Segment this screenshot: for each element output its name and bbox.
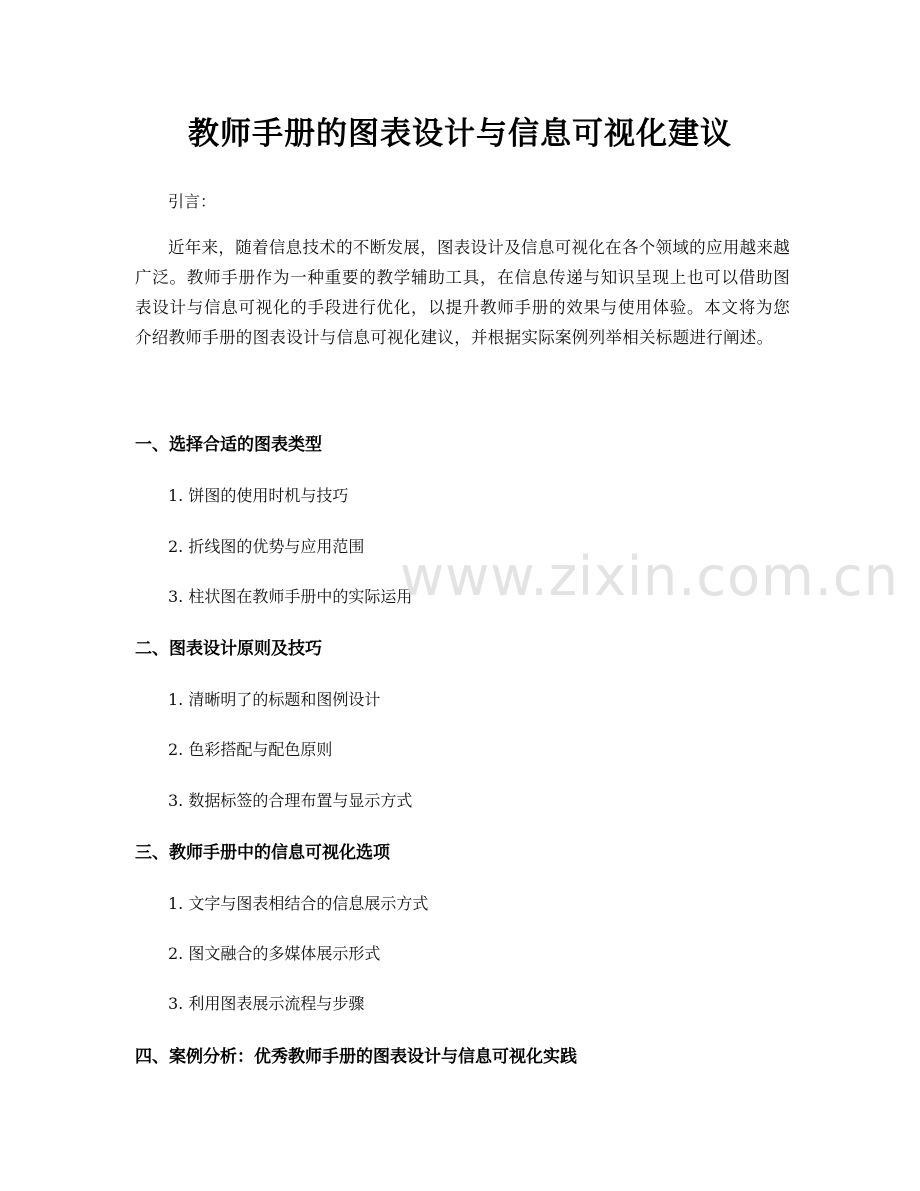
watermark-text: www.zixin.com.cn bbox=[400, 545, 899, 608]
section-1-item-3: 3. 柱状图在教师手册中的实际运用 bbox=[168, 587, 413, 606]
section-2-item-1: 1. 清晰明了的标题和图例设计 bbox=[168, 690, 381, 709]
section-heading-2: 二、图表设计原则及技巧 bbox=[135, 639, 322, 659]
section-3-item-3: 3. 利用图表展示流程与步骤 bbox=[168, 994, 365, 1013]
section-3-item-1: 1. 文字与图表相结合的信息展示方式 bbox=[168, 894, 429, 913]
section-heading-4: 四、案例分析：优秀教师手册的图表设计与信息可视化实践 bbox=[135, 1047, 577, 1067]
intro-label: 引言： bbox=[168, 192, 217, 211]
section-heading-3: 三、教师手册中的信息可视化选项 bbox=[135, 843, 390, 863]
section-heading-1: 一、选择合适的图表类型 bbox=[135, 435, 322, 455]
page-title: 教师手册的图表设计与信息可视化建议 bbox=[188, 116, 732, 152]
section-1-item-1: 1. 饼图的使用时机与技巧 bbox=[168, 486, 349, 505]
section-2-item-3: 3. 数据标签的合理布置与显示方式 bbox=[168, 791, 413, 810]
section-2-item-2: 2. 色彩搭配与配色原则 bbox=[168, 740, 333, 759]
section-3-item-2: 2. 图文融合的多媒体展示形式 bbox=[168, 944, 381, 963]
section-1-item-2: 2. 折线图的优势与应用范围 bbox=[168, 537, 365, 556]
intro-paragraph: 近年来，随着信息技术的不断发展，图表设计及信息可视化在各个领域的应用越来越广泛。教师手册作为一种重要的教学辅助工具，在信息传递与知识呈现上也可以借助图表设计与信息可视化的手段进行优化，以提升教师手册的效果与使用体验。本文将为您介绍教师手册的图表设计与信息可视化建议，并根据实际案例列举相关标题进行阐述。 bbox=[135, 238, 790, 347]
